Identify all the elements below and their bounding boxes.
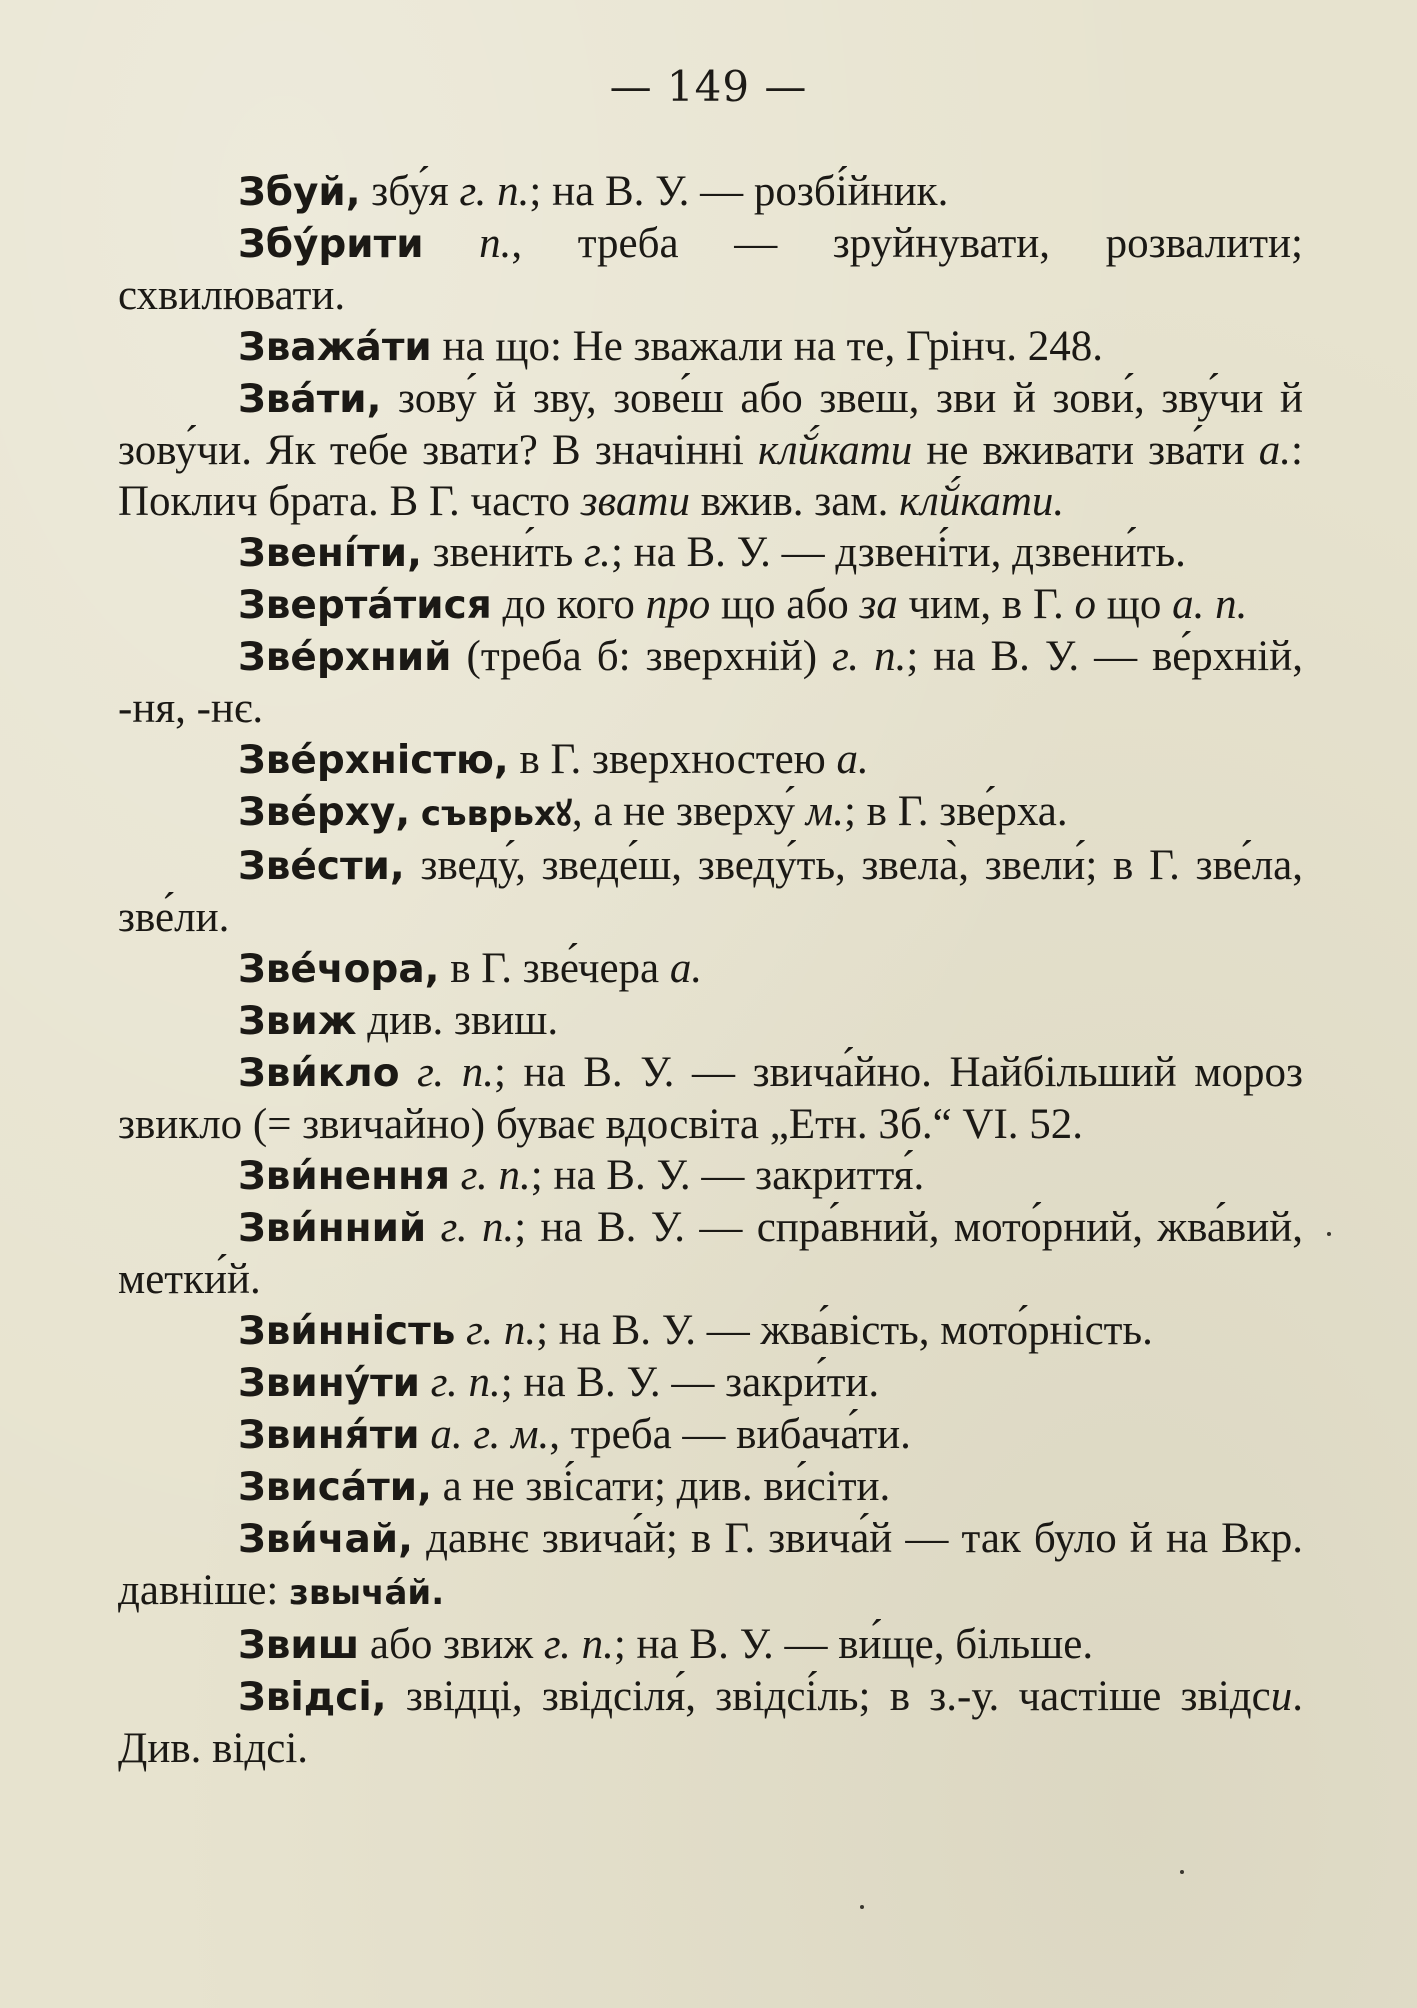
entry-label: г. п. [460, 1152, 531, 1199]
entry-headword: Зва́ти, [238, 377, 382, 422]
entry-label: г. п. [417, 1049, 494, 1096]
entry-old-form: звычáй. [289, 1573, 445, 1613]
entry-headword: Звину́ти [238, 1361, 421, 1406]
entry-label: г. п. [459, 168, 530, 215]
dictionary-entry [118, 527, 1303, 579]
entry-text: а не зві́сати; див. ви́сіти. [431, 1463, 891, 1510]
entry-headword: Зверта́тися [238, 583, 492, 628]
dictionary-entry [118, 995, 1303, 1047]
entry-label: м. [805, 788, 844, 835]
entry-headword: Зважа́ти [238, 325, 432, 370]
dictionary-entry [118, 631, 1303, 734]
dictionary-entry [118, 1150, 1303, 1202]
entry-label: звати [580, 478, 690, 525]
entry-text [420, 1411, 431, 1458]
entry-text: в Г. зве́чера [439, 945, 670, 992]
entry-label: а. [1258, 427, 1292, 474]
entry-text: ; на В. У. — розбі́йник. [529, 168, 949, 215]
dictionary-entry [118, 734, 1303, 786]
entry-text: ; на В. У. — спра́вний, мото́рний, жва́вий, метки́й. [118, 1204, 1303, 1303]
entry-text: ; на В. У. — дзвені́ти, дзвени́ть. [610, 529, 1186, 576]
entry-text: , треба — зруйнувати, розвалити; схвилювати. [118, 220, 1303, 319]
dictionary-entry [118, 1409, 1303, 1461]
entry-text [450, 1152, 461, 1199]
entry-text: що або [710, 581, 860, 628]
entry-headword: Збуй, [238, 170, 361, 215]
dictionary-entry [118, 1047, 1303, 1150]
entry-text: див. звиш. [356, 997, 559, 1044]
entry-text: давнє звича́й; в Г. звича́й — так було й на Вкр. давніше: [118, 1515, 1303, 1614]
entry-text: вжив. зам. [689, 478, 900, 525]
dictionary-entry [118, 943, 1303, 995]
entry-text: в Г. зверхностею [508, 736, 837, 783]
dictionary-entry [118, 1305, 1303, 1357]
dictionary-entry [118, 1619, 1303, 1671]
entry-text: ; на В. У. — ви́ще, більше. [613, 1621, 1094, 1668]
dictionary-entry [118, 373, 1303, 527]
entry-headword: Зве́рху, [238, 790, 411, 835]
entry-label: а. п. [1172, 581, 1248, 628]
entry-headword: Зви́нність [238, 1309, 456, 1354]
entry-headword: Зве́рхний [238, 635, 452, 680]
entry-headword: Зви́нення [238, 1154, 451, 1199]
entry-label: г. п. [440, 1204, 515, 1251]
entry-headword: Звені́ти, [238, 531, 422, 576]
entry-label: про [645, 581, 711, 628]
entry-label: а. г. м. [430, 1411, 550, 1458]
entry-headword: Зве́чора, [238, 947, 440, 992]
entry-headword: Зве́сти, [238, 844, 405, 889]
entry-label: г. п. [832, 633, 907, 680]
entry-label: клй́кати. [899, 478, 1065, 525]
entry-label: п. [479, 220, 512, 267]
entry-text: чим, в Г. [897, 581, 1075, 628]
entry-headword: Зве́рхністю, [238, 738, 509, 783]
entry-text: що [1095, 581, 1173, 628]
entry-text: звідці, звідсіля́, звідсі́ль; в з.-у. частіше звідс [386, 1673, 1271, 1720]
dictionary-entry [118, 321, 1303, 373]
entry-headword: Звиса́ти, [238, 1465, 432, 1510]
entry-label: клй́кати [757, 427, 913, 474]
entry-label: о [1074, 581, 1096, 628]
print-speck [1180, 1870, 1184, 1874]
entry-text: або звиж [359, 1621, 544, 1668]
entry-label: г. п. [543, 1621, 614, 1668]
entry-list [118, 166, 1303, 1774]
entry-label: г. п. [430, 1359, 501, 1406]
entry-text: звени́ть [421, 529, 584, 576]
entry-text: зведу́, зведе́ш, зведу́ть, звела̀, звели́; в Г. зве́ла, зве́ли. [118, 842, 1303, 941]
entry-label: за [859, 581, 898, 628]
entry-label: г. [583, 529, 611, 576]
entry-text [426, 1204, 440, 1251]
entry-text [455, 1307, 466, 1354]
entry-headword: Звиня́ти [238, 1413, 420, 1458]
entry-text: , а не зверху́ [571, 788, 806, 835]
entry-headword: Звиж [238, 999, 357, 1044]
dictionary-entry [118, 840, 1303, 943]
entry-headword: Звиш [238, 1623, 360, 1668]
dictionary-entry [118, 1671, 1303, 1774]
entry-text: : Поклич брата. В Г. часто [118, 427, 1303, 525]
entry-headword: Звідсі, [238, 1675, 387, 1720]
dictionary-entry [118, 1513, 1303, 1619]
entry-headword: Зви́чай, [238, 1517, 413, 1562]
entry-text: . Див. відсі. [118, 1673, 1303, 1772]
entry-text: ; в Г. зве́рха. [843, 788, 1068, 835]
entry-text [410, 788, 421, 835]
entry-text: збу́я [360, 168, 460, 215]
dictionary-entry [118, 579, 1303, 631]
entry-old-form: съврьхꙋ [420, 794, 572, 834]
entry-text [400, 1049, 418, 1096]
entry-text: на що: Не зважали на те, Грінч. 248. [431, 323, 1103, 370]
entry-text: ; на В. У. — жва́вість, мото́рність. [536, 1307, 1153, 1354]
entry-text: ; на В. У. — ве́рхній, -ня, -нє. [118, 633, 1304, 732]
entry-text: ; на В. У. — закри́ти. [500, 1359, 880, 1406]
dictionary-entry [118, 786, 1303, 840]
entry-label: а. [836, 736, 869, 783]
entry-text: зову́ й зву, зове́ш або звеш, зви й зови́, зву́чи й зову́чи. Як тебе звати? В значінні [118, 375, 1303, 474]
print-speck [1327, 1232, 1331, 1236]
entry-text: (треба б: зверхній) [451, 633, 833, 680]
entry-label: г. п. [466, 1307, 537, 1354]
entry-text [424, 220, 480, 267]
entry-headword: Збу́рити [238, 222, 424, 267]
entry-text: ; на В. У. — звича́йно. Найбільший мороз звикло (= звичайно) буває вдосвіта „Етн. Зб.“ VI. 52. [118, 1049, 1303, 1148]
entry-headword: Зви́кло [238, 1051, 400, 1096]
entry-text: до кого [491, 581, 646, 628]
entry-text: не вживати зва́ти [912, 427, 1259, 474]
dictionary-entry [118, 218, 1303, 321]
print-speck [860, 1905, 864, 1909]
entry-text: ; на В. У. — закриття́. [530, 1152, 925, 1199]
entry-text: , треба — вибача́ти. [549, 1411, 911, 1458]
entry-text [420, 1359, 431, 1406]
entry-label: а. [669, 945, 703, 992]
entry-headword: Зви́нний [238, 1206, 427, 1251]
dictionary-entry [118, 166, 1303, 218]
dictionary-entry [118, 1202, 1303, 1305]
dictionary-entry [118, 1357, 1303, 1409]
entry-label: и [1270, 1673, 1293, 1720]
dictionary-entry [118, 1461, 1303, 1513]
page-number: — 149 — [609, 62, 808, 111]
